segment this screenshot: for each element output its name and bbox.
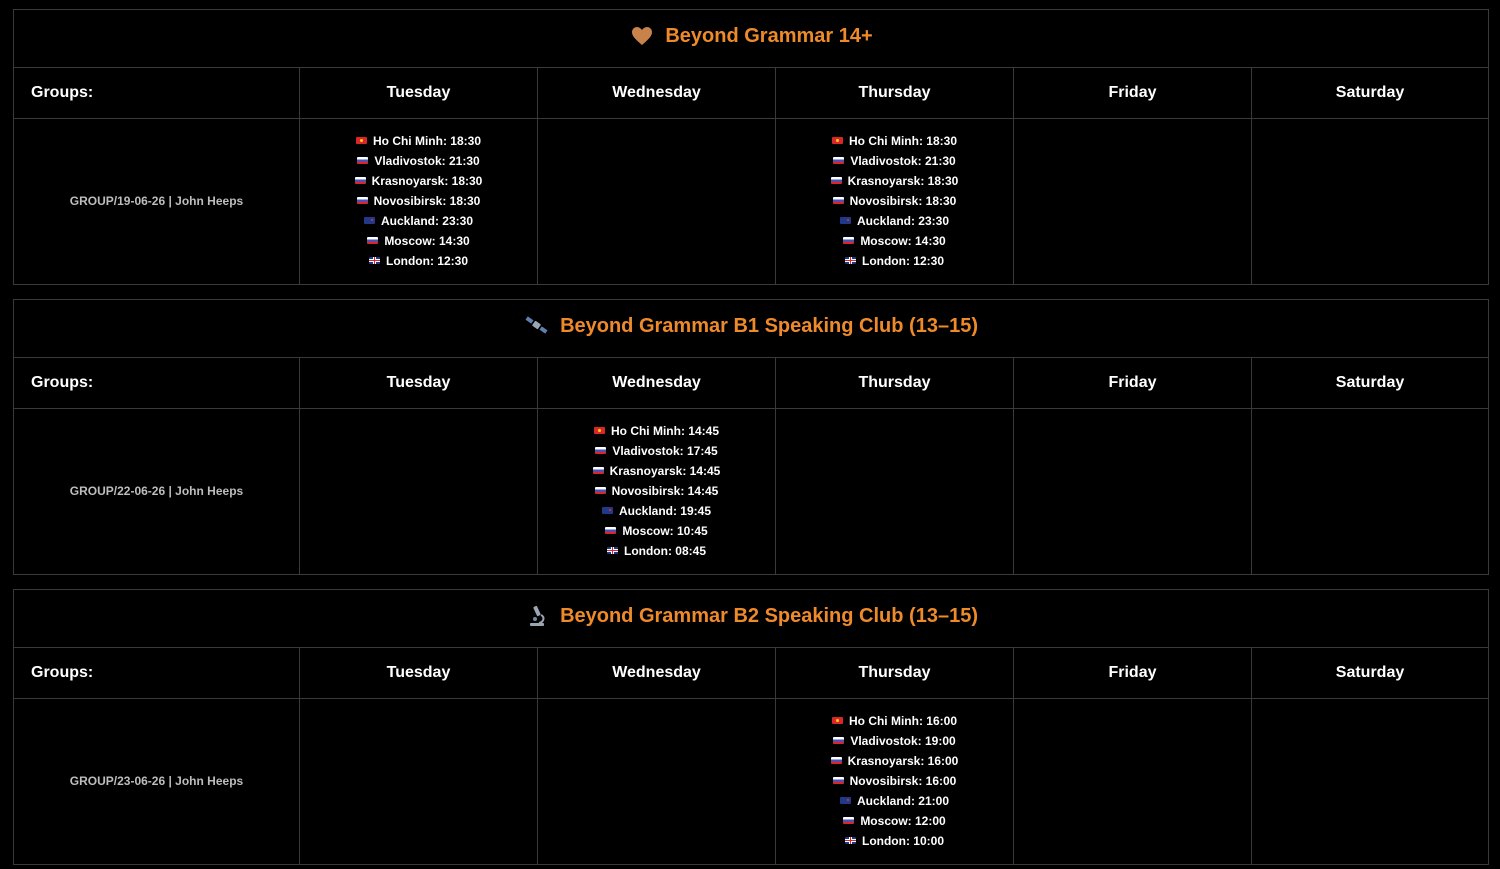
city-time-text: Vladivostok: 21:30 [374,154,480,169]
flag-ru-icon [833,197,844,204]
course-header [14,300,1489,358]
course-header [14,590,1489,648]
session-time-item [538,481,775,501]
session-time-item [300,151,537,171]
city-time-text: London: 08:45 [623,544,706,559]
session-time-item [538,461,775,481]
flag-ru-icon [831,757,842,764]
schedule-cell-friday [1014,698,1252,864]
group-cell [14,118,300,284]
city-time-text: Ho Chi Minh: 18:30 [848,134,957,149]
session-times-list [300,131,537,271]
city-time-text: Krasnoyarsk: 16:00 [847,754,959,769]
schedule-cell-wednesday [538,118,776,284]
city-time-text: Ho Chi Minh: 18:30 [372,134,481,149]
flag-gb-icon [845,257,856,264]
day-column-header-wednesday: Wednesday [538,357,776,408]
session-time-item [538,541,775,561]
schedule-cell-friday [1014,118,1252,284]
schedule-cell-tuesday [300,698,538,864]
city-time-text: Krasnoyarsk: 14:45 [609,464,721,479]
flag-ru-icon [355,177,366,184]
satellite-icon [524,315,550,337]
session-time-item [776,151,1013,171]
session-time-item [776,731,1013,751]
city-time-text: Novosibirsk: 18:30 [373,194,481,209]
flag-ru-icon [833,157,844,164]
session-time-item [538,441,775,461]
group-label: GROUP/22-06-26 | John Heeps [69,484,244,499]
flag-ru-icon [605,527,616,534]
day-column-header-friday: Friday [1014,67,1252,118]
session-time-item [776,251,1013,271]
city-time-text: Novosibirsk: 18:30 [849,194,957,209]
session-times-list [776,131,1013,271]
city-time-text: London: 10:00 [861,834,944,849]
schedule-cell-friday [1014,408,1252,574]
course-schedule-table [13,9,1489,285]
city-time-text: Moscow: 12:00 [860,814,946,829]
session-time-item [776,171,1013,191]
city-time-text: Auckland: 23:30 [856,214,950,229]
session-time-item [300,131,537,151]
group-cell [14,408,300,574]
city-time-text: Novosibirsk: 16:00 [849,774,957,789]
city-time-text: Krasnoyarsk: 18:30 [847,174,959,189]
session-time-item [538,421,775,441]
session-time-item [538,501,775,521]
day-column-header-thursday: Thursday [776,647,1014,698]
city-time-text: Auckland: 23:30 [380,214,474,229]
schedule-cell-saturday [1252,118,1489,284]
day-column-header-tuesday: Tuesday [300,647,538,698]
flag-ru-icon [595,447,606,454]
schedule-cell-saturday [1252,698,1489,864]
flag-ru-icon [357,197,368,204]
day-column-header-saturday: Saturday [1252,67,1489,118]
flag-ru-icon [595,487,606,494]
session-time-item [538,521,775,541]
session-times-list [538,421,775,561]
city-time-text: Ho Chi Minh: 14:45 [610,424,719,439]
city-time-text: Vladivostok: 19:00 [850,734,956,749]
day-column-header-thursday: Thursday [776,67,1014,118]
session-time-item [776,191,1013,211]
session-time-item [300,191,537,211]
session-time-item [300,251,537,271]
day-column-header-saturday: Saturday [1252,357,1489,408]
group-label: GROUP/19-06-26 | John Heeps [69,194,244,209]
course-title [629,25,872,48]
schedule-cell-tuesday [300,408,538,574]
course-title-text: Beyond Grammar B1 Speaking Club (13–15) [560,314,978,337]
groups-column-header: Groups: [14,67,300,118]
session-time-item [300,211,537,231]
session-time-item [776,711,1013,731]
session-time-item [776,771,1013,791]
flag-ru-icon [833,777,844,784]
flag-nz-icon [364,217,375,224]
course-schedule-table [13,299,1489,575]
session-time-item [776,211,1013,231]
schedule-cell-wednesday [538,408,776,574]
course-title [524,315,978,338]
course-title [524,605,978,628]
flag-nz-icon [840,797,851,804]
microscope-icon [524,605,550,627]
groups-column-header: Groups: [14,647,300,698]
flag-gb-icon [607,547,618,554]
schedule-cell-tuesday [300,118,538,284]
city-time-text: Vladivostok: 17:45 [612,444,718,459]
flag-ru-icon [367,237,378,244]
flag-vn-icon [356,137,367,144]
group-cell [14,698,300,864]
flag-ru-icon [833,737,844,744]
day-column-header-thursday: Thursday [776,357,1014,408]
flag-nz-icon [602,507,613,514]
flag-ru-icon [831,177,842,184]
session-time-item [776,811,1013,831]
city-time-text: London: 12:30 [861,254,944,269]
schedule-cell-thursday [776,698,1014,864]
schedule-cell-saturday [1252,408,1489,574]
day-column-header-friday: Friday [1014,647,1252,698]
city-time-text: Vladivostok: 21:30 [850,154,956,169]
session-times-list [776,711,1013,851]
course-header [14,10,1489,68]
flag-ru-icon [843,237,854,244]
groups-column-header: Groups: [14,357,300,408]
schedule-cell-thursday [776,118,1014,284]
session-time-item [776,131,1013,151]
flag-nz-icon [840,217,851,224]
course-schedule-table [13,589,1489,865]
city-time-text: Ho Chi Minh: 16:00 [848,714,957,729]
day-column-header-tuesday: Tuesday [300,357,538,408]
flag-ru-icon [357,157,368,164]
flag-gb-icon [845,837,856,844]
city-time-text: Auckland: 19:45 [618,504,712,519]
course-title-text: Beyond Grammar B2 Speaking Club (13–15) [560,604,978,627]
flag-vn-icon [832,137,843,144]
day-column-header-wednesday: Wednesday [538,67,776,118]
flag-ru-icon [843,817,854,824]
flag-vn-icon [594,427,605,434]
session-time-item [776,231,1013,251]
city-time-text: Moscow: 14:30 [384,234,470,249]
group-label: GROUP/23-06-26 | John Heeps [69,774,244,789]
flag-vn-icon [832,717,843,724]
day-column-header-saturday: Saturday [1252,647,1489,698]
city-time-text: Krasnoyarsk: 18:30 [371,174,483,189]
city-time-text: Moscow: 14:30 [860,234,946,249]
schedule-cell-wednesday [538,698,776,864]
city-time-text: Auckland: 21:00 [856,794,950,809]
day-column-header-tuesday: Tuesday [300,67,538,118]
schedule-cell-thursday [776,408,1014,574]
city-time-text: Moscow: 10:45 [622,524,708,539]
heart-icon [629,25,655,47]
city-time-text: Novosibirsk: 14:45 [611,484,719,499]
session-time-item [300,171,537,191]
session-time-item [300,231,537,251]
course-title-text: Beyond Grammar 14+ [665,24,873,47]
session-time-item [776,751,1013,771]
city-time-text: London: 12:30 [385,254,468,269]
session-time-item [776,831,1013,851]
day-column-header-friday: Friday [1014,357,1252,408]
day-column-header-wednesday: Wednesday [538,647,776,698]
flag-gb-icon [369,257,380,264]
session-time-item [776,791,1013,811]
flag-ru-icon [593,467,604,474]
